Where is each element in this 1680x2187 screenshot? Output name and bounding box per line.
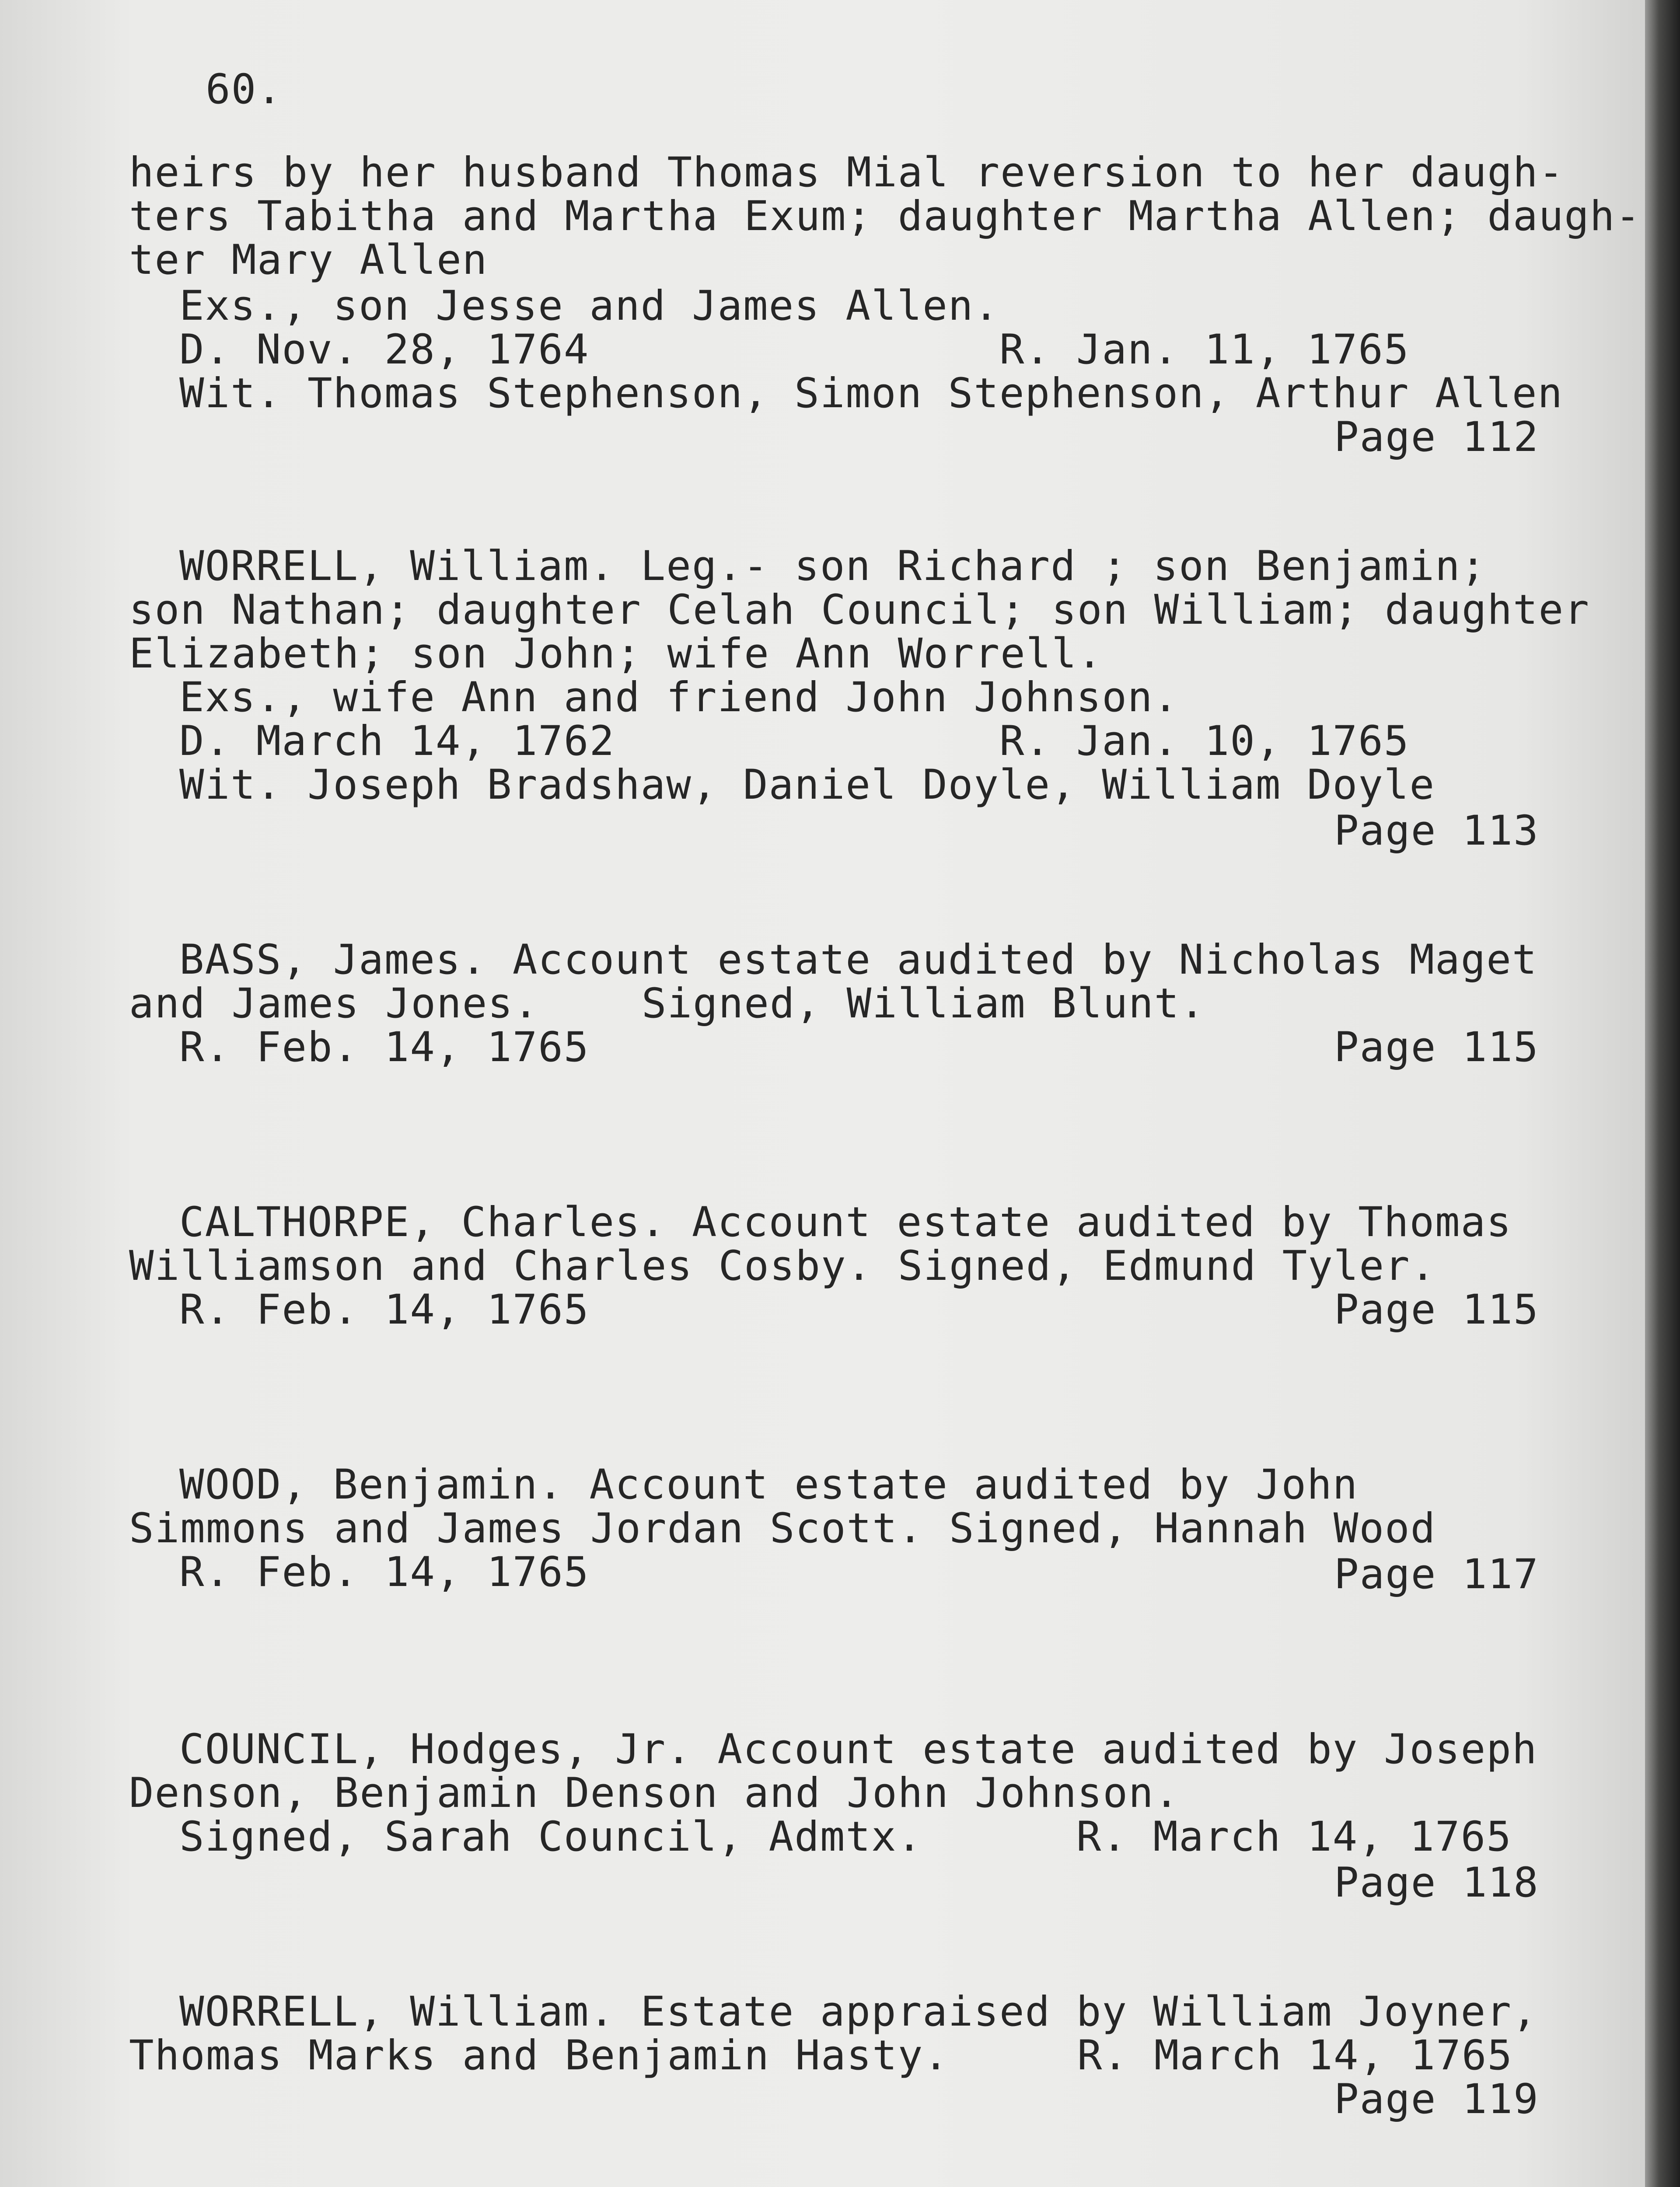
entry-line: D. Nov. 28, 1764 R. Jan. 11, 1765 <box>179 326 1410 374</box>
entry-line: Simmons and James Jordan Scott. Signed, Hannah Wood <box>129 1505 1436 1552</box>
entry-line: Exs., wife Ann and friend John Johnson. <box>179 674 1179 721</box>
entry-line: and James Jones. Signed, William Blunt. <box>129 980 1205 1027</box>
entry-line: D. March 14, 1762 R. Jan. 10, 1765 <box>179 717 1410 765</box>
entry-line: WORRELL, William. Estate appraised by William Joyner, <box>179 1988 1538 2036</box>
page-reference: Page 118 <box>1334 1859 1539 1907</box>
entry-line: son Nathan; daughter Celah Council; son William; daughter <box>129 586 1590 634</box>
page-reference: Page 115 <box>1334 1024 1539 1071</box>
entry-line: Exs., son Jesse and James Allen. <box>179 282 999 330</box>
entry-line: Elizabeth; son John; wife Ann Worrell. <box>129 630 1103 678</box>
entry-line: Thomas Marks and Benjamin Hasty. R. March 14, 1765 <box>129 2032 1513 2079</box>
page-reference: Page 112 <box>1334 413 1539 461</box>
page-reference: Page 117 <box>1334 1551 1539 1598</box>
entry-line: Signed, Sarah Council, Admtx. R. March 14, 1765 <box>179 1813 1512 1861</box>
entry-line: ters Tabitha and Martha Exum; daughter Martha Allen; daugh- <box>129 192 1641 240</box>
page-reference: Page 113 <box>1334 807 1539 855</box>
entry-line: Wit. Joseph Bradshaw, Daniel Doyle, William Doyle <box>179 761 1436 809</box>
entry-line: R. Feb. 14, 1765 <box>179 1024 590 1071</box>
entry-line: R. Feb. 14, 1765 <box>179 1548 590 1596</box>
entry-line: ter Mary Allen <box>129 236 488 284</box>
page-reference: Page 115 <box>1334 1286 1539 1334</box>
entry-line: Wit. Thomas Stephenson, Simon Stephenson, Arthur Allen <box>179 370 1564 417</box>
entry-line: BASS, James. Account estate audited by Nicholas Maget <box>179 936 1538 984</box>
entry-line: WORRELL, William. Leg.- son Richard ; son Benjamin; <box>179 542 1487 590</box>
book-spine-shadow <box>1645 0 1680 2187</box>
entry-line: Williamson and Charles Cosby. Signed, Edmund Tyler. <box>129 1242 1436 1290</box>
page-number: 60. <box>206 66 283 113</box>
entry-line: WOOD, Benjamin. Account estate audited by John <box>179 1461 1359 1509</box>
entry-line: COUNCIL, Hodges, Jr. Account estate audited by Joseph <box>179 1726 1538 1773</box>
entry-line: CALTHORPE, Charles. Account estate audited by Thomas <box>179 1198 1512 1246</box>
entry-line: Denson, Benjamin Denson and John Johnson. <box>129 1769 1180 1817</box>
page-reference: Page 119 <box>1334 2075 1539 2123</box>
entry-line: heirs by her husband Thomas Mial reversion to her daugh- <box>129 149 1565 196</box>
entry-line: R. Feb. 14, 1765 <box>179 1286 590 1334</box>
